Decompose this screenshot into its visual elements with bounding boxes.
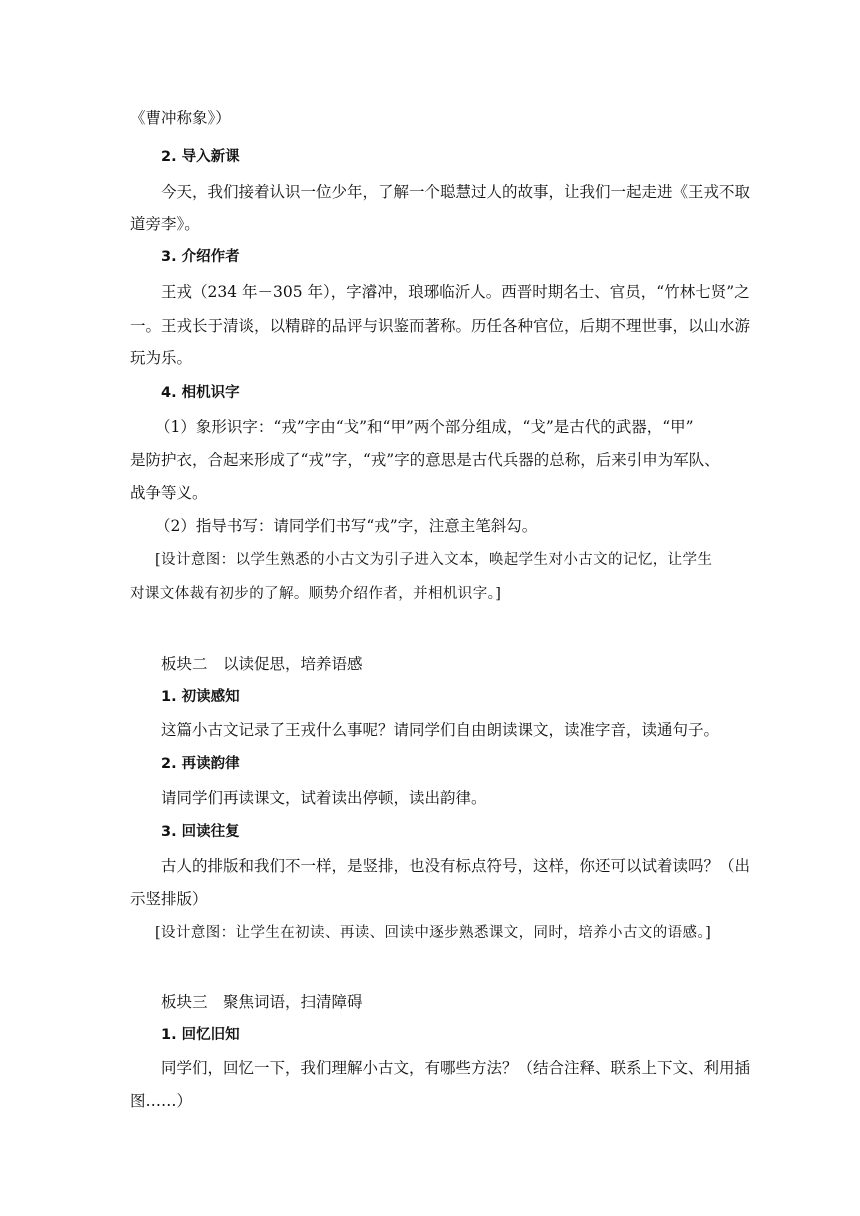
section-heading: 4. 相机识字 — [161, 385, 240, 401]
section-heading: 2. 再读韵律 — [161, 756, 240, 772]
section-heading: 1. 初读感知 — [161, 689, 240, 705]
section-heading: 3. 介绍作者 — [161, 249, 240, 265]
block-title: 板块二 以读促思，培养语感 — [161, 655, 363, 673]
text-line: （2）指导书写：请同学们书写“戎”字，注意主笔斜勾。 — [155, 517, 538, 535]
text-line: 玩为乐。 — [130, 349, 193, 367]
text-line: 《曹冲称象》） — [130, 109, 231, 127]
text-line: 古人的排版和我们不一样，是竖排，也没有标点符号，这样，你还可以试着读吗？（出 — [161, 857, 751, 875]
design-intent: [设计意图：让学生在初读、再读、回读中逐步熟悉课文，同时，培养小古文的语感。] — [155, 925, 712, 941]
text-line: 王戎（234 年－305 年），字濬冲，琅琊临沂人。西晋时期名士、官员，“竹林七贤”之 — [161, 283, 750, 301]
text-line: 是防护衣，合起来形成了“戎”字，“戎”字的意思是古代兵器的总称，后来引申为军队、 — [130, 451, 720, 469]
design-intent: 对课文体裁有初步的了解。顺势介绍作者，并相机识字。] — [130, 586, 502, 602]
section-heading: 1. 回忆旧知 — [161, 1027, 240, 1043]
text-line: 同学们，回忆一下，我们理解小古文，有哪些方法？（结合注释、联系上下文、利用插 — [161, 1059, 751, 1077]
text-line: 战争等义。 — [130, 484, 208, 502]
text-line: 今天，我们接着认识一位少年，了解一个聪慧过人的故事，让我们一起走进《王戎不取 — [161, 183, 751, 201]
text-line: 一。王戎长于清谈，以精辟的品评与识鉴而著称。历任各种官位，后期不理世事，以山水游 — [130, 317, 751, 335]
text-line: （1）象形识字：“戎”字由“戈”和“甲”两个部分组成，“戈”是古代的武器，“甲” — [155, 418, 694, 436]
text-line: 道旁李》。 — [130, 215, 200, 233]
section-heading: 3. 回读往复 — [161, 824, 240, 840]
block-title: 板块三 聚焦词语，扫清障碍 — [161, 993, 363, 1011]
section-heading: 2. 导入新课 — [161, 149, 240, 165]
text-line: 这篇小古文记录了王戎什么事呢？请同学们自由朗读课文，读准字音，读通句子。 — [161, 721, 720, 739]
text-line: 请同学们再读课文，试着读出停顿，读出韵律。 — [161, 789, 487, 807]
design-intent: [设计意图：以学生熟悉的小古文为引子进入文本，唤起学生对小古文的记忆，让学生 — [155, 552, 713, 568]
text-line: 图……） — [130, 1092, 193, 1110]
text-line: 示竖排版） — [130, 890, 208, 908]
